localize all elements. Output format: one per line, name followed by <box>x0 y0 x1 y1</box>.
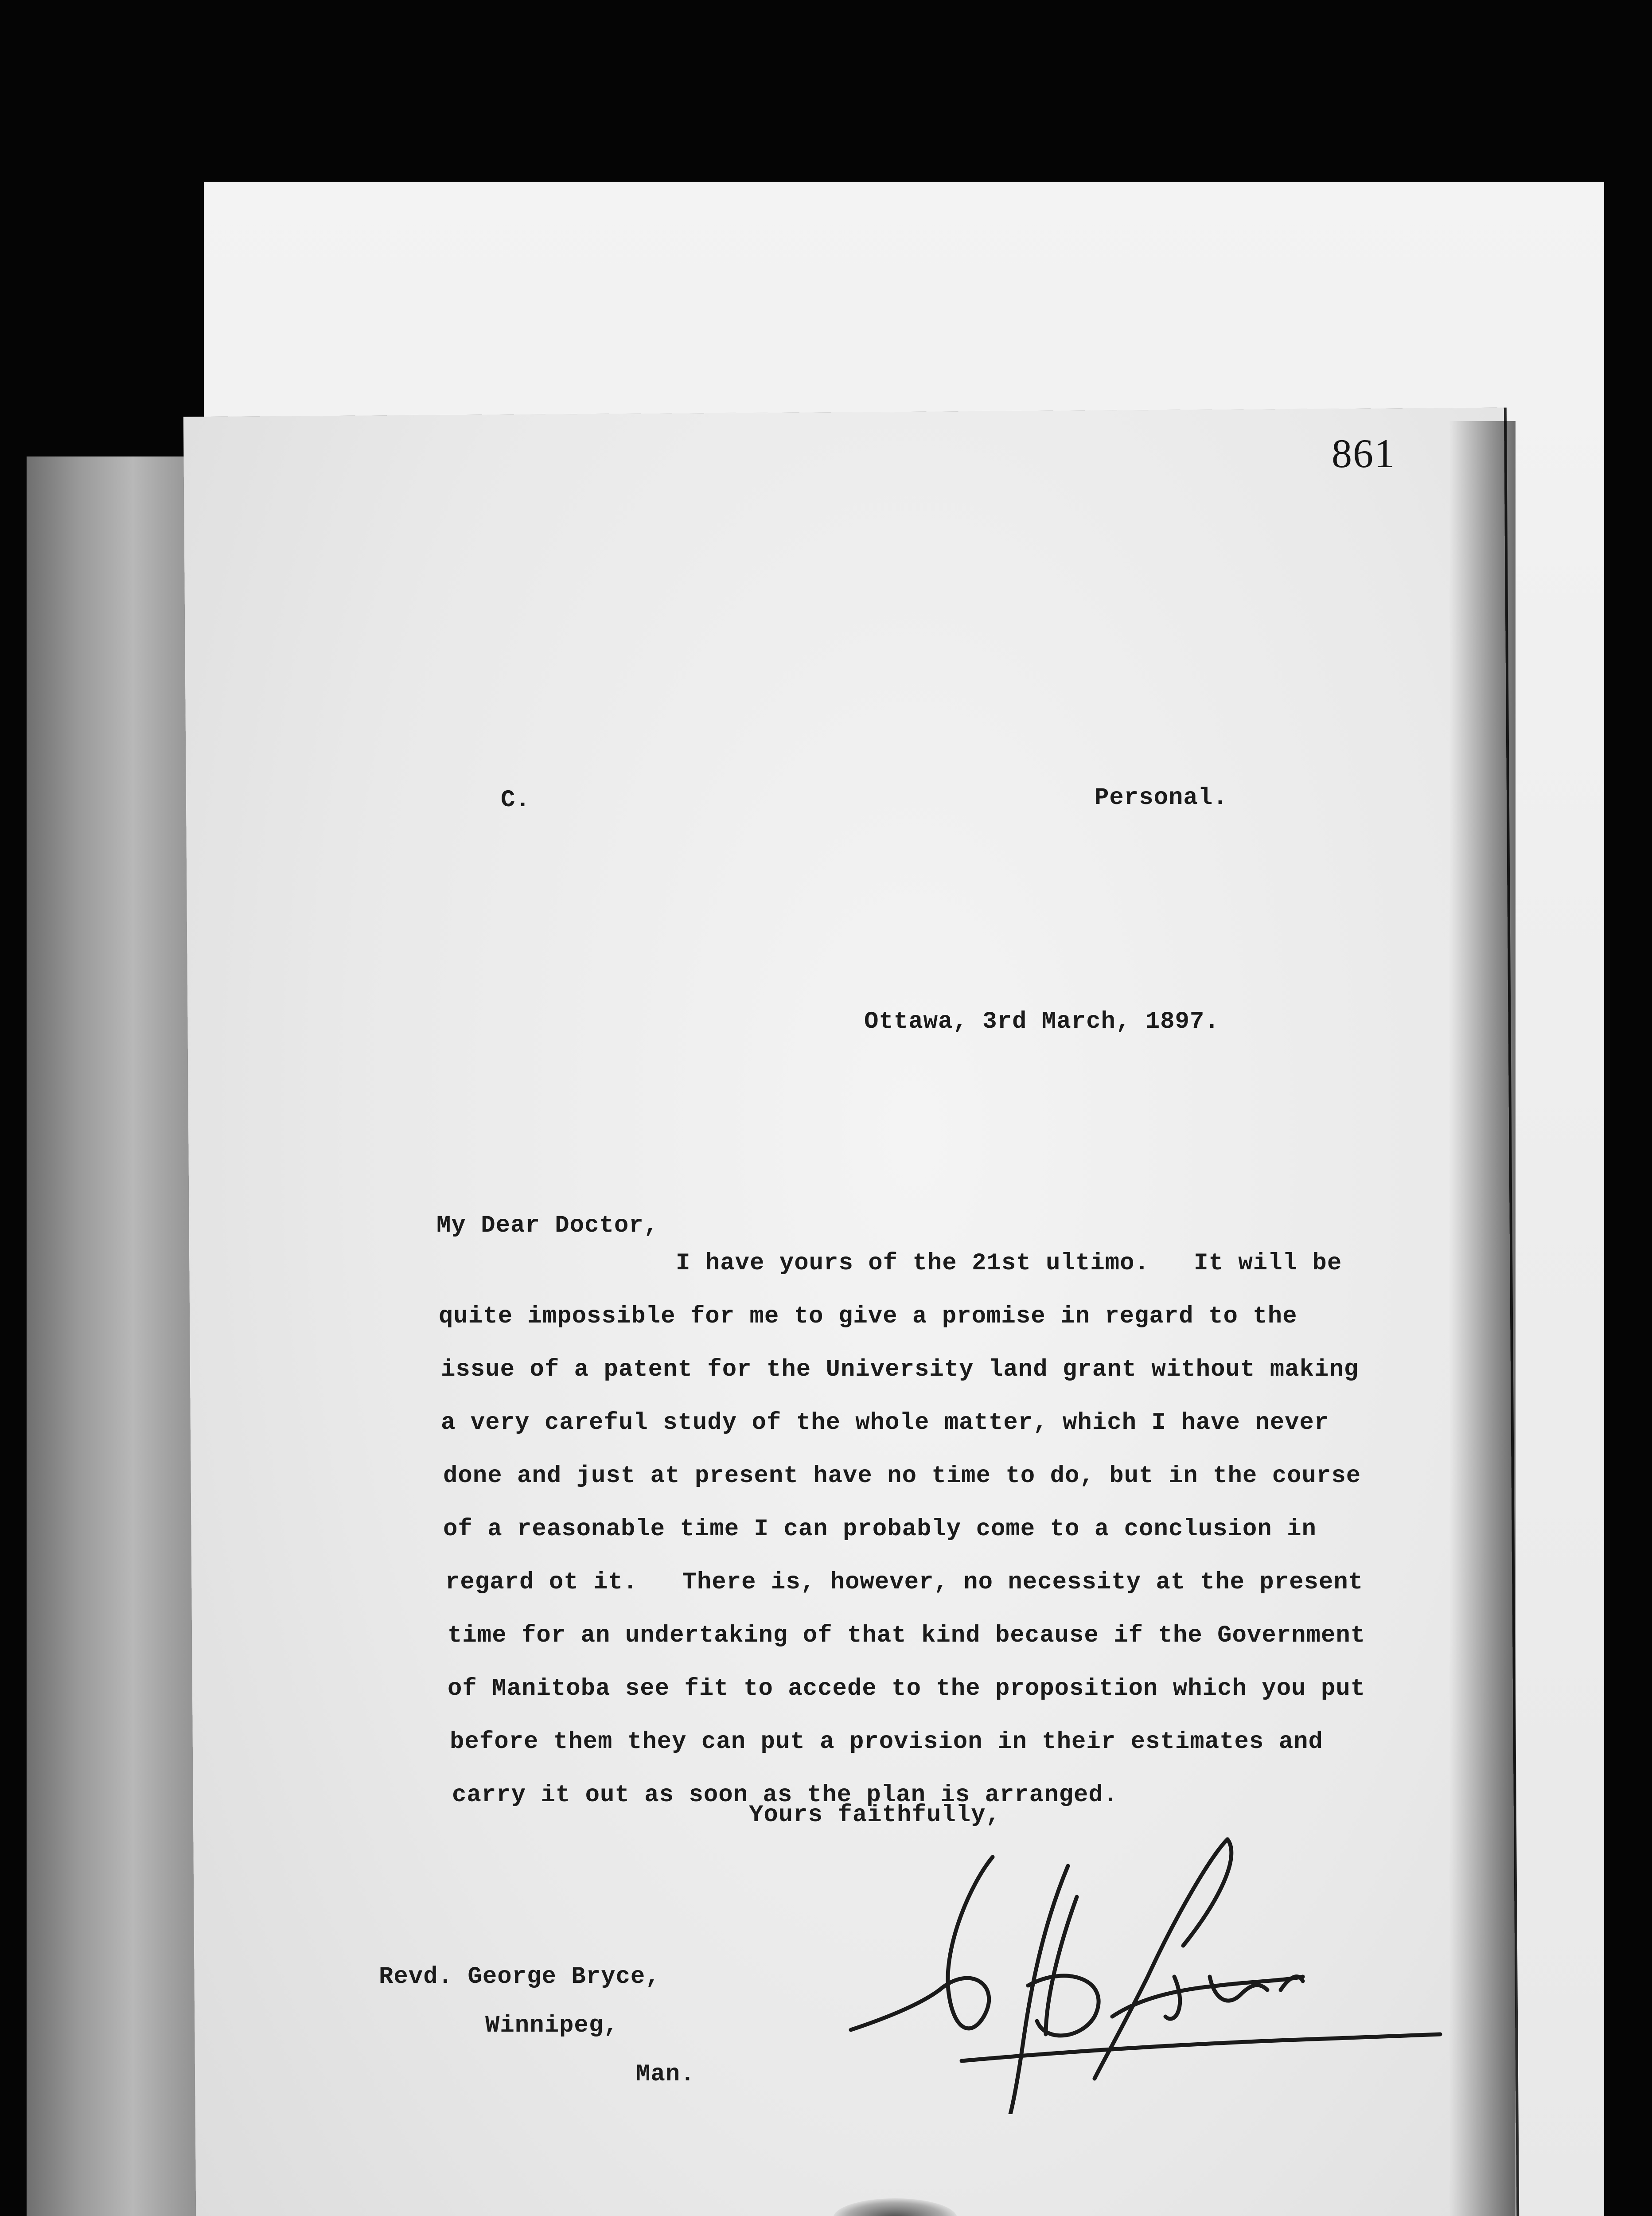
body-line: a very careful study of the whole matter, which I have never <box>441 1409 1329 1436</box>
body-line: done and just at present have no time to do, but in the course <box>443 1463 1361 1490</box>
body-line: regard ot it. There is, however, no necessity at the present <box>445 1569 1364 1596</box>
page-number: 861 <box>1332 431 1395 476</box>
left-page-edge <box>27 456 204 2216</box>
body-line: time for an undertaking of that kind because if the Government <box>448 1622 1366 1649</box>
body-line: quite impossible for me to give a promise in regard to the <box>439 1303 1297 1330</box>
addressee-city: Winnipeg, <box>485 2012 619 2039</box>
closing: Yours faithfully, <box>749 1802 1001 1829</box>
body-line: of a reasonable time I can probably come to a conclusion in <box>443 1516 1317 1543</box>
body-line: carry it out as soon as the plan is arranged. <box>452 1782 1118 1809</box>
body-line: before them they can put a provision in their estimates and <box>450 1728 1323 1756</box>
addressee-province: Man. <box>636 2061 695 2088</box>
dateline: Ottawa, 3rd March, 1897. <box>864 1008 1220 1035</box>
sheet-shadow <box>1449 421 1516 2216</box>
addressee-name: Revd. George Bryce, <box>379 1963 660 1990</box>
body-line: I have yours of the 21st ultimo. It will be <box>676 1250 1342 1277</box>
body-line: of Manitoba see fit to accede to the proposition which you put <box>448 1675 1366 1702</box>
signature <box>838 1830 1458 2114</box>
file-code: C. <box>501 787 530 814</box>
personal-label: Personal. <box>1095 784 1228 811</box>
salutation: My Dear Doctor, <box>436 1212 659 1239</box>
body-line: issue of a patent for the University land grant without making <box>441 1356 1359 1383</box>
